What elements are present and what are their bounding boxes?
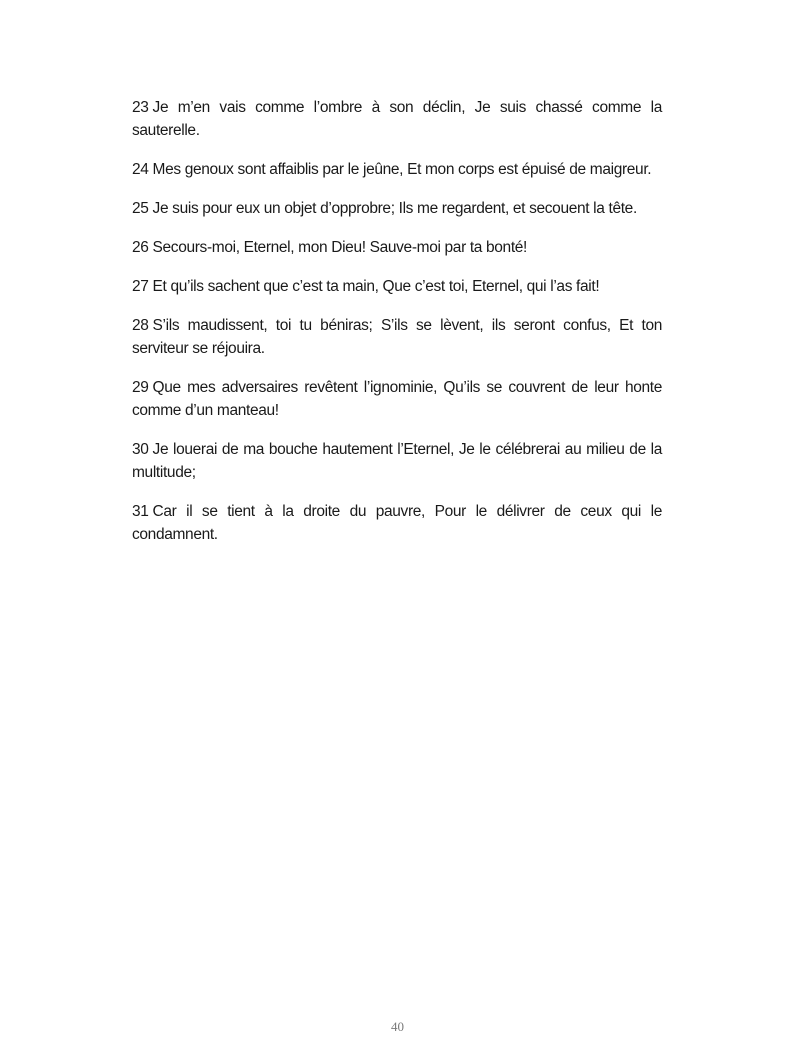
- verse-26: [132, 236, 662, 259]
- verse-list: [132, 96, 662, 562]
- verse-number: 30: [132, 441, 149, 458]
- verse-text: Car il se tient à la droite du pauvre, Pour le délivrer de ceux qui le condamnent.: [132, 503, 662, 543]
- verse-text: Secours-moi, Eternel, mon Dieu! Sauve-moi par ta bonté!: [152, 239, 528, 256]
- verse-number: 28: [132, 317, 149, 334]
- verse-text: Je louerai de ma bouche hautement l’Eternel, Je le célébrerai au milieu de la multitude;: [132, 441, 662, 481]
- verse-number: 27: [132, 278, 149, 295]
- verse-24: [132, 158, 662, 181]
- verse-28: [132, 314, 662, 360]
- verse-number: 23: [132, 99, 149, 116]
- verse-number: 29: [132, 379, 149, 396]
- verse-23: [132, 96, 662, 142]
- verse-text: S’ils maudissent, toi tu béniras; S’ils se lèvent, ils seront confus, Et ton serviteur se réjouira.: [132, 317, 662, 357]
- verse-31: [132, 500, 662, 546]
- verse-30: [132, 438, 662, 484]
- verse-text: Que mes adversaires revêtent l’ignominie, Qu’ils se couvrent de leur honte comme d’un manteau!: [132, 379, 662, 419]
- page-number: 40: [391, 1019, 404, 1034]
- verse-number: 31: [132, 503, 149, 520]
- verse-number: 26: [132, 239, 149, 256]
- verse-text: Je suis pour eux un objet d’opprobre; Ils me regardent, et secouent la tête.: [152, 200, 637, 217]
- verse-number: 25: [132, 200, 149, 217]
- verse-text: Mes genoux sont affaiblis par le jeûne, Et mon corps est épuisé de maigreur.: [152, 161, 652, 178]
- verse-text: Et qu’ils sachent que c’est ta main, Que c’est toi, Eternel, qui l’as fait!: [152, 278, 600, 295]
- verse-25: [132, 197, 662, 220]
- verse-29: [132, 376, 662, 422]
- verse-number: 24: [132, 161, 149, 178]
- verse-27: [132, 275, 662, 298]
- verse-text: Je m’en vais comme l’ombre à son déclin, Je suis chassé comme la sauterelle.: [132, 99, 662, 139]
